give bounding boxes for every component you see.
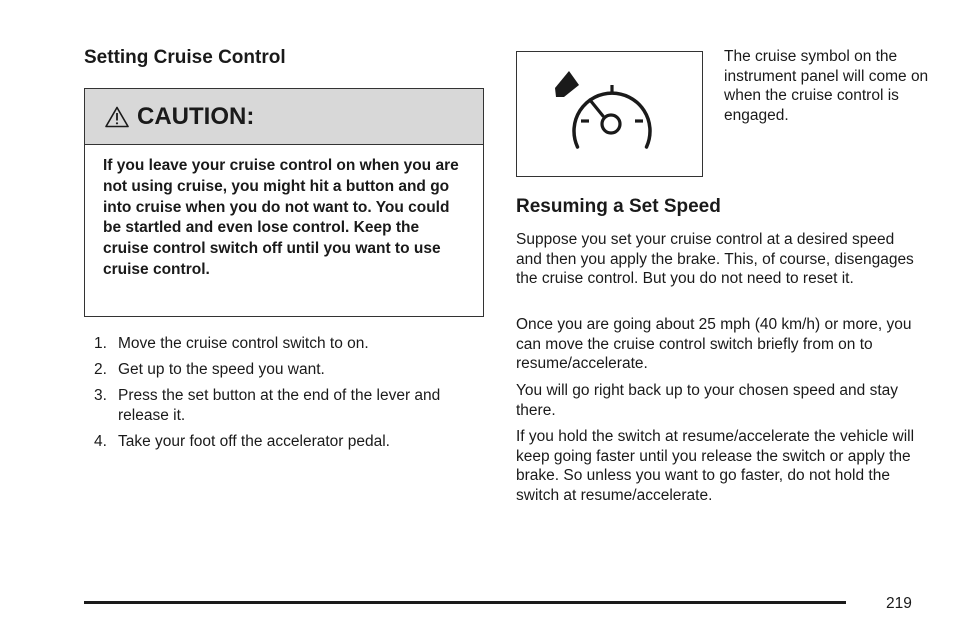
cruise-control-icon	[517, 52, 701, 175]
list-item	[94, 360, 484, 380]
step-number: 2.	[94, 361, 107, 378]
page-number: 219	[886, 595, 912, 612]
warning-triangle-icon	[105, 106, 129, 128]
caution-title: CAUTION:	[137, 102, 255, 130]
paragraph: Once you are going about 25 mph (40 km/h) or more, you can move the cruise control switch briefly from on to resume/accelerate.	[516, 316, 912, 373]
step-text: Move the cruise control switch to on.	[118, 335, 369, 352]
section-heading-setting-cruise: Setting Cruise Control	[84, 47, 286, 68]
section-heading-resuming: Resuming a Set Speed	[516, 196, 721, 217]
step-text: Press the set button at the end of the lever and release it.	[118, 387, 441, 424]
caution-text: If you leave your cruise control on when you are not using cruise, you might hit a button and go into cruise when you do not want to. You could be startled and even lose control. Keep the cruise control switch off until you want to use cruise control.	[103, 157, 459, 278]
paragraph: Suppose you set your cruise control at a desired speed and then you apply the brake. This, of course, disengages the cruise control. But you do not need to reset it.	[516, 231, 914, 288]
steps-list	[94, 334, 484, 458]
paragraph: You will go right back up to your chosen speed and stay there.	[516, 382, 899, 419]
step-text: Take your foot off the accelerator pedal.	[118, 433, 390, 450]
list-item	[94, 432, 484, 452]
step-number: 1.	[94, 335, 107, 352]
cruise-symbol-box	[516, 51, 703, 177]
paragraph: If you hold the switch at resume/accelerate the vehicle will keep going faster until you release the switch or apply the brake. So unless you want to go faster, do not hold the switch at resume/accelerate.	[516, 428, 915, 504]
step-text: Get up to the speed you want.	[118, 361, 325, 378]
caution-header	[85, 89, 483, 145]
list-item	[94, 386, 484, 426]
cruise-symbol-caption: The cruise symbol on the instrument panel will come on when the cruise control is engaged.	[724, 48, 929, 124]
step-number: 4.	[94, 433, 107, 450]
caution-box	[84, 88, 484, 317]
footer-rule	[84, 601, 846, 604]
list-item	[94, 334, 484, 354]
step-number: 3.	[94, 387, 107, 404]
